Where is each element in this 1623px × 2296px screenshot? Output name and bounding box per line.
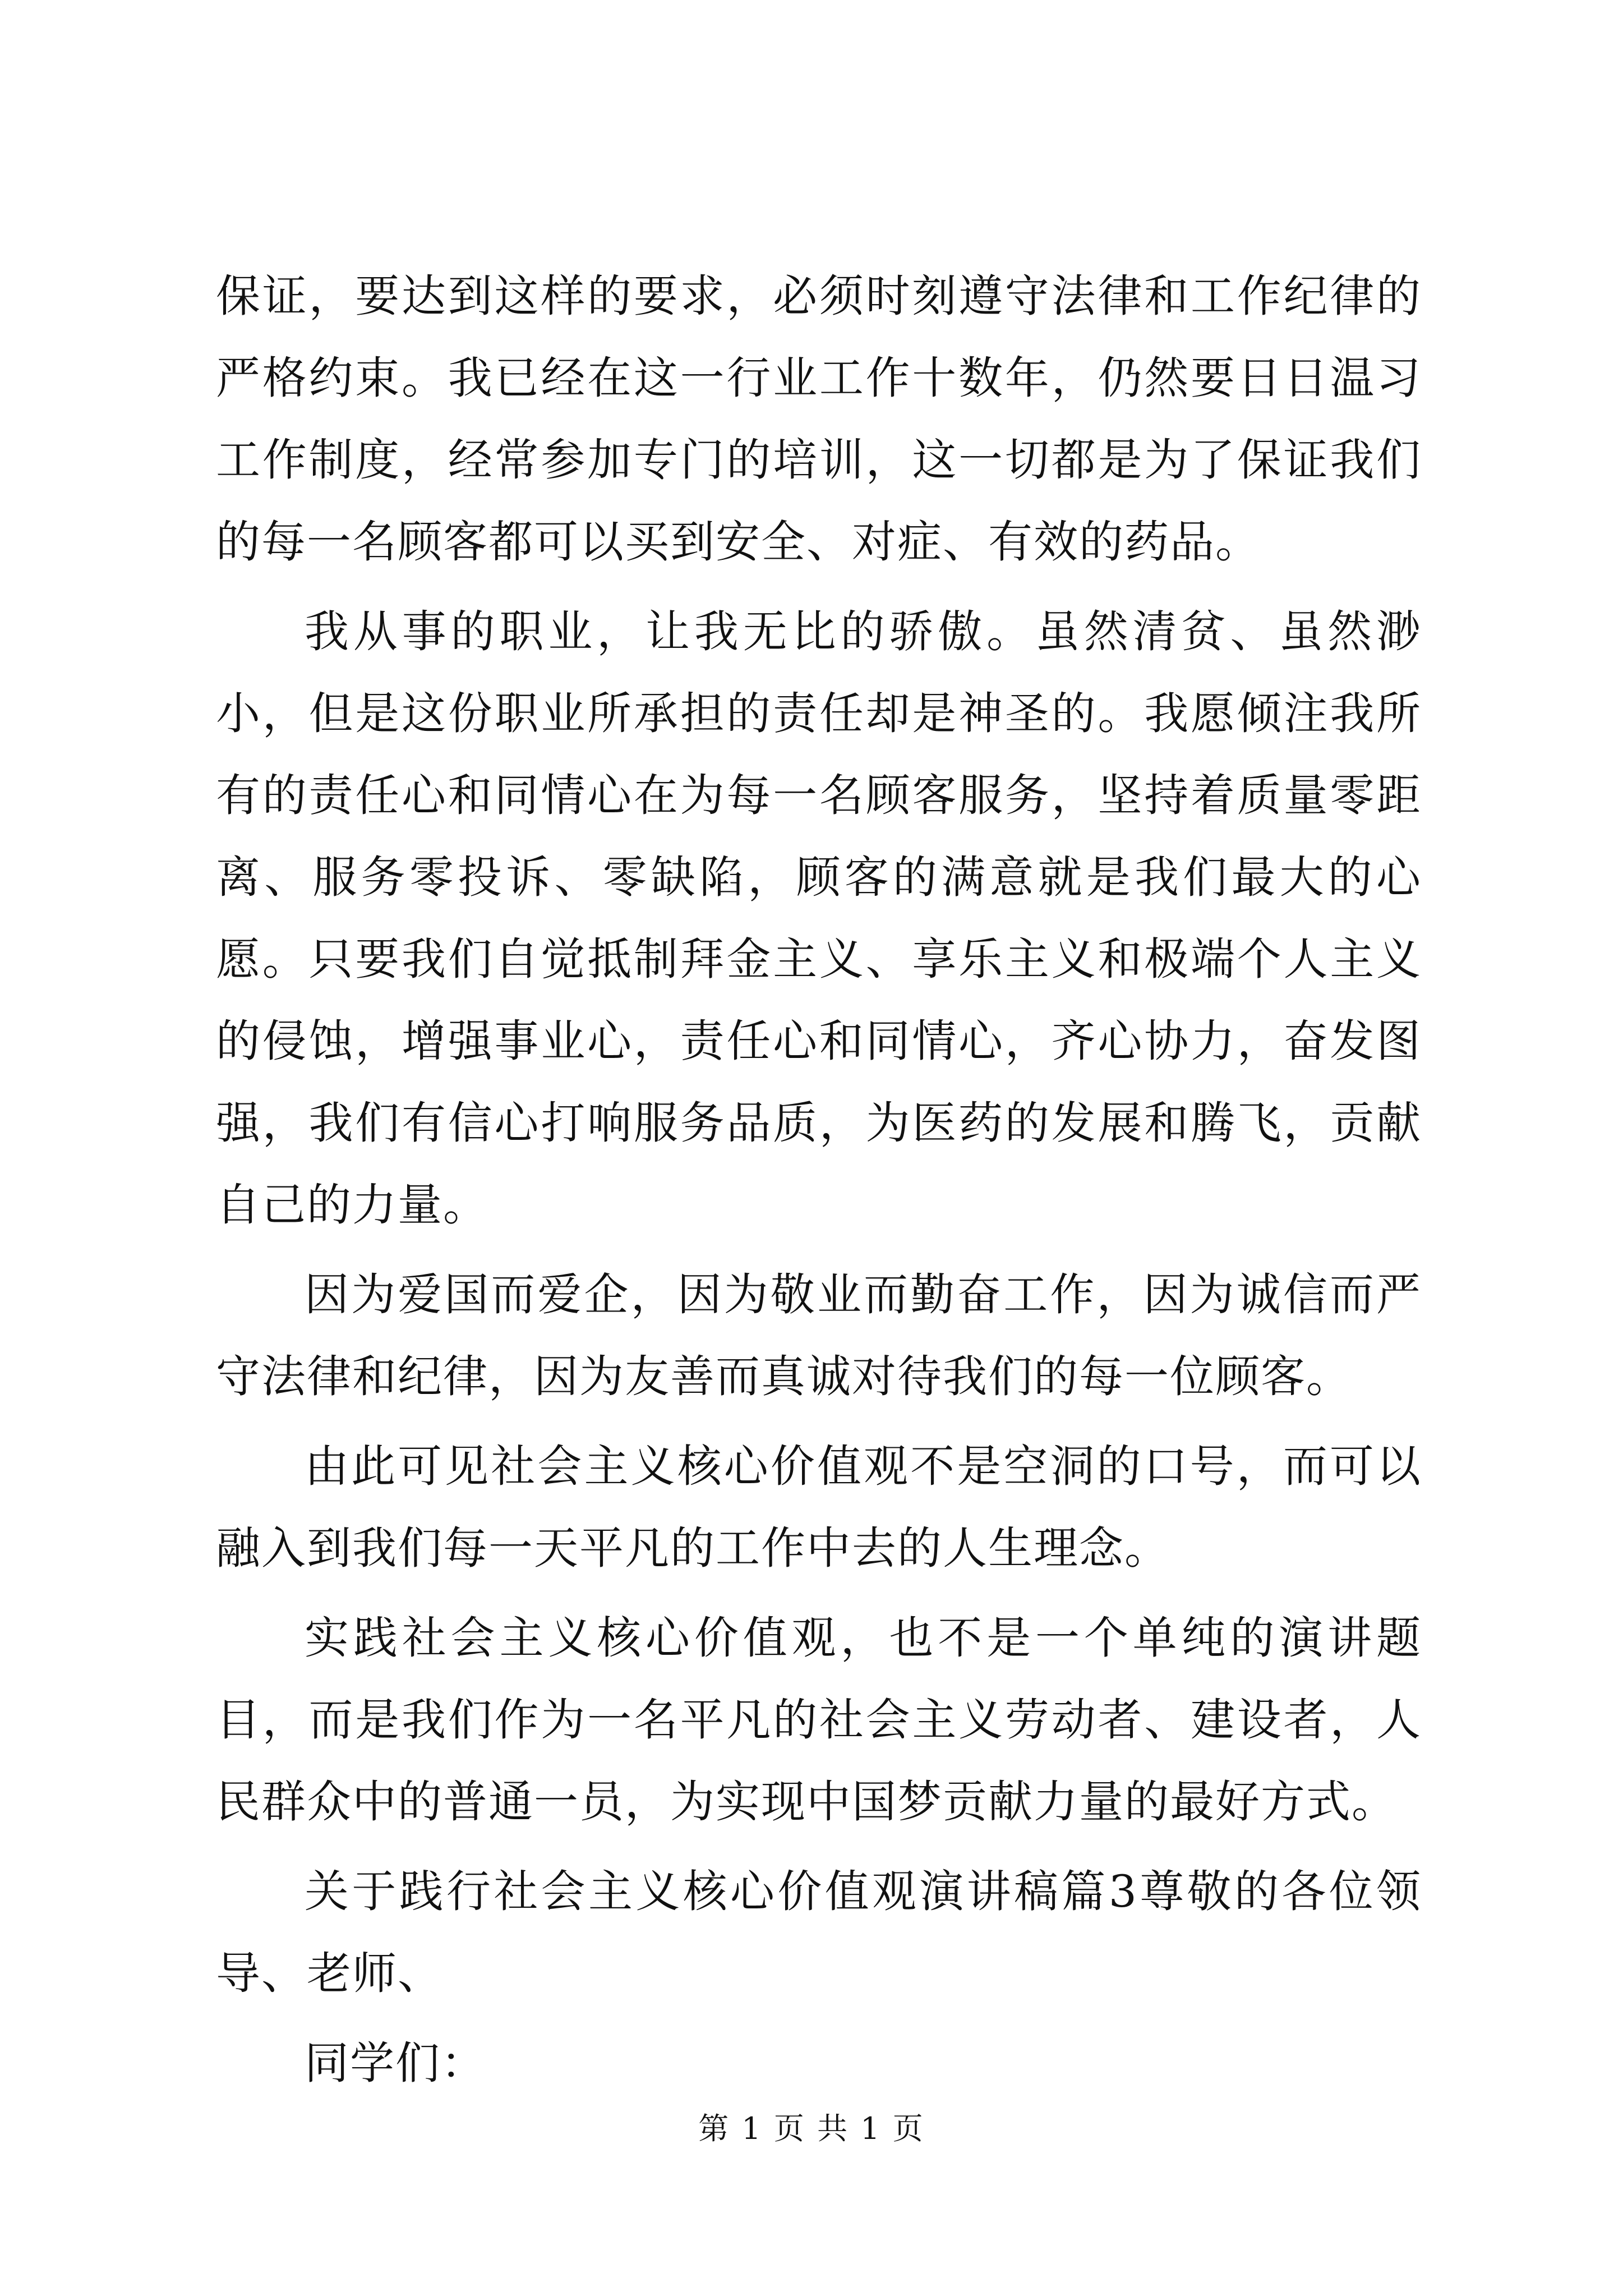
paragraph-2: 我从事的职业，让我无比的骄傲。虽然清贫、虽然渺小，但是这份职业所承担的责任却是神圣的。我愿倾注我所有的责任心和同情心在为每一名顾客服务，坚持着质量零距离、服务零投诉、零缺陷，顾客的满意就是我们最大的心愿。只要我们自觉抵制拜金主义、享乐主义和极端个人主义的侵蚀，增强事业心，责任心和同情心，齐心协力，奋发图强，我们有信心打响服务品质，为医药的发展和腾飞，贡献自己的力量。 [216,606,1422,1231]
paragraph-7: 同学们： [305,2037,486,2089]
page-footer: 第 1 页 共 1 页 [698,2111,925,2146]
paragraph-1: 保证，要达到这样的要求，必须时刻遵守法律和工作纪律的严格约束。我已经在这一行业工作十数年，仍然要日日温习工作制度，经常参加专门的培训，这一切都是为了保证我们的每一名顾客都可以买到安全、对症、有效的药品。 [216,270,1422,568]
paragraph-3: 因为爱国而爱企，因为敬业而勤奋工作，因为诚信而严守法律和纪律，因为友善而真诚对待我们的每一位顾客。 [216,1269,1422,1402]
document-body [216,255,1422,2112]
paragraph-6: 关于践行社会主义核心价值观演讲稿篇3尊敬的各位领导、老师、 [216,1866,1422,1999]
paragraph-4: 由此可见社会主义核心价值观不是空洞的口号，而可以融入到我们每一天平凡的工作中去的人生理念。 [216,1441,1422,1574]
paragraph-5: 实践社会主义核心价值观，也不是一个单纯的演讲题目，而是我们作为一名平凡的社会主义劳动者、建设者，人民群众中的普通一员，为实现中国梦贡献力量的最好方式。 [216,1612,1422,1828]
